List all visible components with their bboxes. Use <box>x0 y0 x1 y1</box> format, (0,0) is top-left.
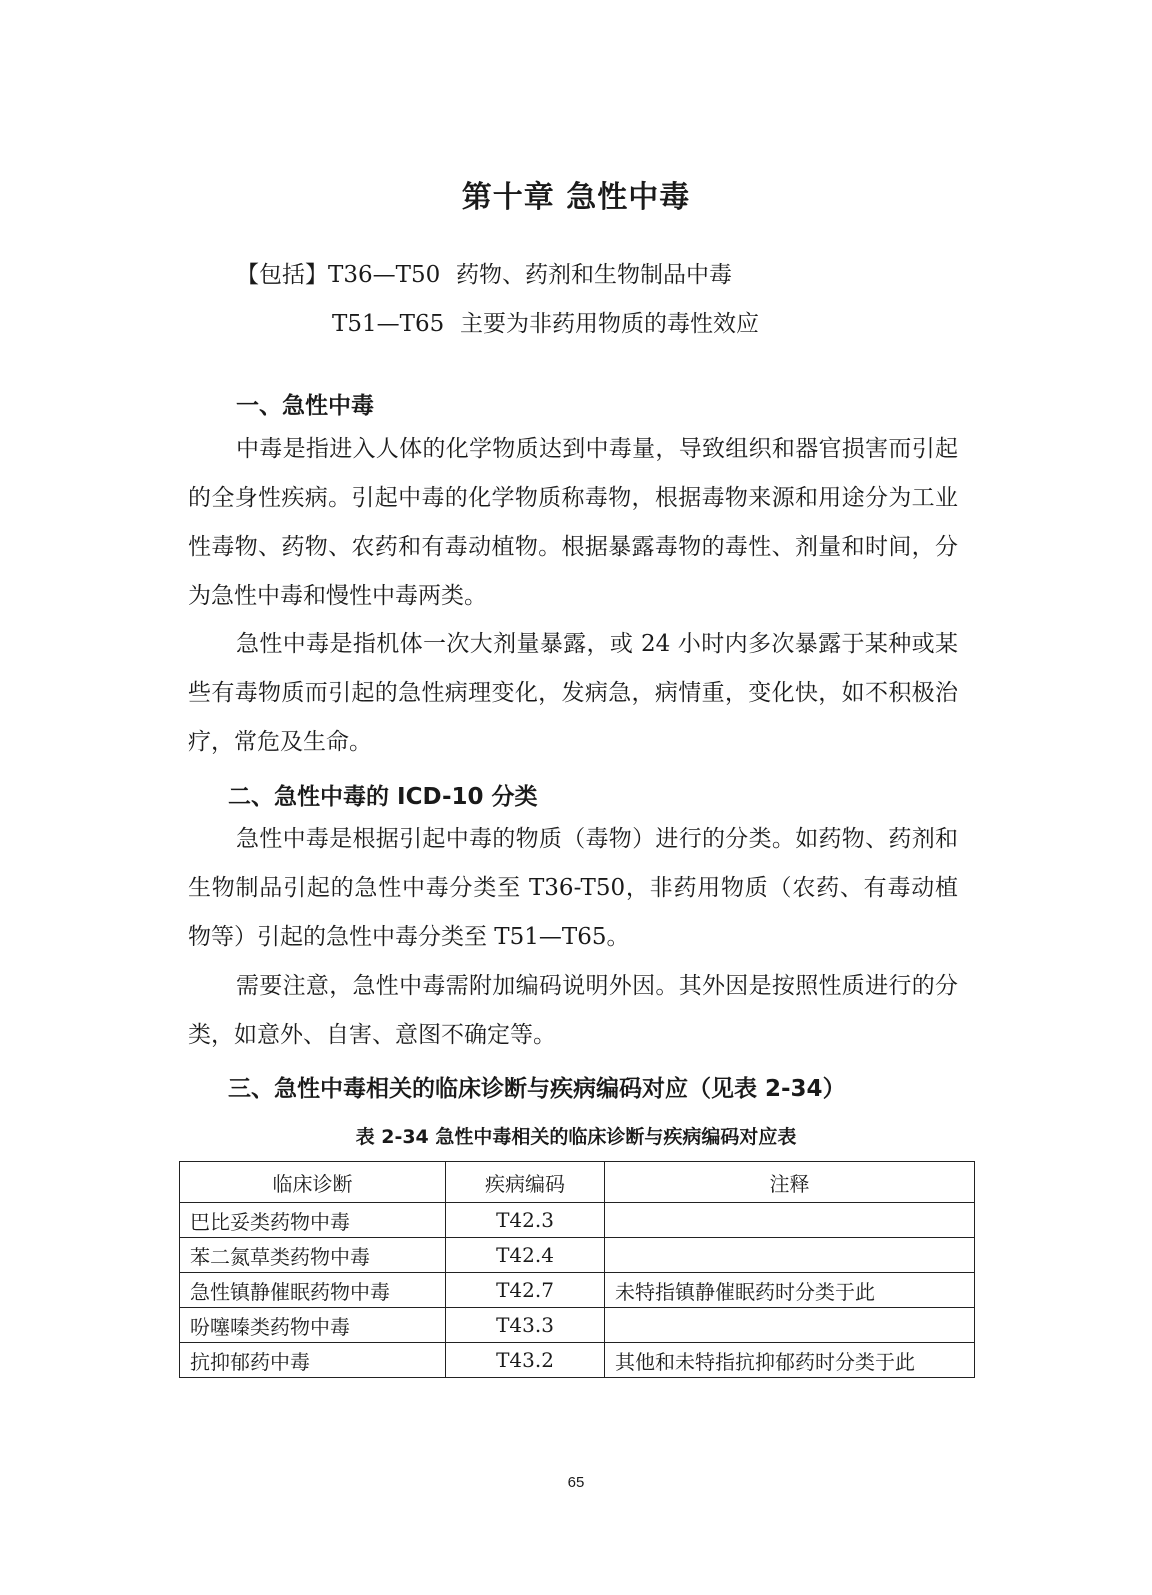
cell-code: T42.3 <box>446 1203 605 1238</box>
table-row <box>180 1308 975 1343</box>
cell-note <box>605 1203 975 1238</box>
page-number: 65 <box>567 1474 585 1491</box>
cell-note <box>605 1238 975 1273</box>
cell-code: T43.3 <box>446 1308 605 1343</box>
cell-diagnosis: 吩噻嗪类药物中毒 <box>180 1308 446 1343</box>
cell-code: T43.2 <box>446 1343 605 1378</box>
cell-code: T42.7 <box>446 1273 605 1308</box>
header-code: 疾病编码 <box>446 1162 605 1203</box>
section-heading-1: 一、急性中毒 <box>236 393 374 419</box>
cell-note: 未特指镇静催眠药时分类于此 <box>605 1273 975 1308</box>
diagnosis-code-table <box>179 1161 975 1378</box>
table-header-row <box>180 1162 975 1203</box>
paragraph: 急性中毒是根据引起中毒的物质（毒物）进行的分类。如药物、药剂和生物制品引起的急性中毒分类至 T36-T50，非药用物质（农药、有毒动植物等）引起的急性中毒分类至 T51—T65。 <box>188 826 958 950</box>
cell-diagnosis: 苯二氮草类药物中毒 <box>180 1238 446 1273</box>
paragraph: 需要注意，急性中毒需附加编码说明外因。其外因是按照性质进行的分类，如意外、自害、意图不确定等。 <box>188 973 958 1048</box>
table-row <box>180 1203 975 1238</box>
cell-diagnosis: 抗抑郁药中毒 <box>180 1343 446 1378</box>
section-heading-2: 二、急性中毒的 ICD-10 分类 <box>228 784 538 810</box>
include-row-1 <box>236 256 732 289</box>
cell-note: 其他和未特指抗抑郁药时分类于此 <box>605 1343 975 1378</box>
table-row <box>180 1343 975 1378</box>
chapter-title: 第十章 急性中毒 <box>461 180 691 215</box>
include-row-2 <box>332 305 759 338</box>
include-label: 【包括】 <box>236 262 328 288</box>
cell-code: T42.4 <box>446 1238 605 1273</box>
cell-diagnosis: 急性镇静催眠药物中毒 <box>180 1273 446 1308</box>
table-caption: 表 2-34 急性中毒相关的临床诊断与疾病编码对应表 <box>355 1126 797 1148</box>
table-row <box>180 1273 975 1308</box>
paragraph: 急性中毒是指机体一次大剂量暴露，或 24 小时内多次暴露于某种或某些有毒物质而引起的急性病理变化，发病急，病情重，变化快，如不积极治疗，常危及生命。 <box>188 631 958 755</box>
section-heading-3: 三、急性中毒相关的临床诊断与疾病编码对应（见表 2-34） <box>228 1076 846 1102</box>
cell-diagnosis: 巴比妥类药物中毒 <box>180 1203 446 1238</box>
include-code: T51—T65 <box>332 311 445 337</box>
cell-note <box>605 1308 975 1343</box>
header-diagnosis: 临床诊断 <box>180 1162 446 1203</box>
header-note: 注释 <box>605 1162 975 1203</box>
paragraph: 中毒是指进入人体的化学物质达到中毒量，导致组织和器官损害而引起的全身性疾病。引起中毒的化学物质称毒物，根据毒物来源和用途分为工业性毒物、药物、农药和有毒动植物。根据暴露毒物的毒性、剂量和时间，分为急性中毒和慢性中毒两类。 <box>188 436 958 609</box>
table-row <box>180 1238 975 1273</box>
include-code: T36—T50 <box>328 262 441 288</box>
include-desc: 主要为非药用物质的毒性效应 <box>460 311 759 337</box>
include-desc: 药物、药剂和生物制品中毒 <box>456 262 732 288</box>
